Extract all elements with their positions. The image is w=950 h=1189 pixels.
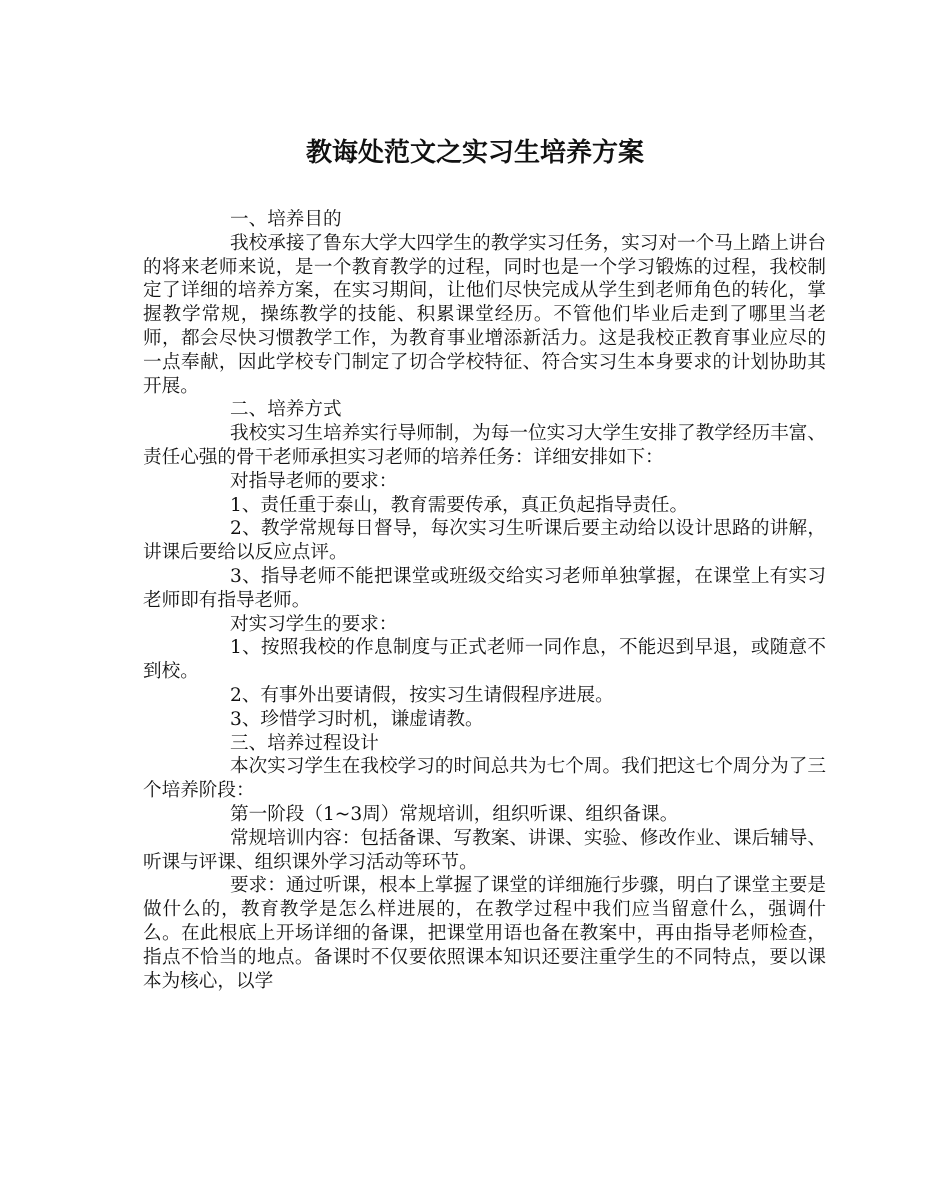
paragraph-purpose: 我校承接了鲁东大学大四学生的教学实习任务，实习对一个马上踏上讲台的将来老师来说，是一个教育教学的过程，同时也是一个学习锻炼的过程，我校制定了详细的培养方案，在实习期间，让他们尽快完成从学生到老师角色的转化，掌握教学常规，操练教学的技能、积累课堂经历。不管他们毕业后走到了哪里当老师，都会尽快习惯教学工作，为教育事业增添新活力。这是我校正教育事业应尽的一点奉献，因此学校专门制定了切合学校特征、符合实习生本身要求的计划协助其开展。 [143, 232, 826, 397]
paragraph-method: 我校实习生培养实行导师制，为每一位实习大学生安排了教学经历丰富、责任心强的骨干老师承担实习老师的培养任务：详细安排如下： [143, 423, 826, 468]
list-item-student-2: 2、有事外出要请假，按实习生请假程序进展。 [230, 684, 614, 706]
paragraph-stage-1: 第一阶段（1~3周）常规培训，组织听课、组织备课。 [230, 803, 679, 825]
paragraph-process-overview: 本次实习学生在我校学习的时间总共为七个周。我们把这七个周分为了三个培养阶段： [143, 756, 826, 802]
heading-2-method: 二、培养方式 [230, 399, 342, 421]
list-item-advisor-1: 1、责任重于泰山，教育需要传承，真正负起指导责任。 [230, 494, 689, 516]
list-item-advisor-3: 3、指导老师不能把课堂或班级交给实习老师单独掌握，在课堂上有实习老师即有指导老师。 [143, 565, 826, 611]
document-body [143, 208, 826, 993]
subheading-advisor-requirements: 对指导老师的要求： [230, 470, 398, 492]
list-item-student-1: 1、按照我校的作息制度与正式老师一同作息，不能迟到早退，或随意不到校。 [143, 637, 826, 683]
heading-3-process: 三、培养过程设计 [230, 732, 379, 754]
list-item-advisor-2: 2、教学常规每日督导，每次实习生听课后要主动给以设计思路的讲解，讲课后要给以反应点评。 [143, 518, 826, 564]
subheading-student-requirements: 对实习学生的要求： [230, 613, 398, 635]
document-title: 教诲处范文之实习生培养方案 [305, 138, 644, 168]
paragraph-requirements: 要求：通过听课，根本上掌握了课堂的详细施行步骤，明白了课堂主要是做什么的，教育教学是怎么样进展的，在教学过程中我们应当留意什么，强调什么。在此根底上开场详细的备课，把课堂用语也备在教案中，再由指导老师检查，指点不恰当的地点。备课时不仅要依照课本知识还要注重学生的不同特点，要以课本为核心，以学 [143, 875, 826, 992]
paragraph-training-content: 常规培训内容：包括备课、写教案、讲课、实验、修改作业、课后辅导、听课与评课、组织课外学习活动等环节。 [143, 827, 826, 873]
heading-1-purpose: 一、培养目的 [230, 209, 342, 230]
list-item-student-3: 3、珍惜学习时机，谦虚请教。 [230, 708, 484, 730]
